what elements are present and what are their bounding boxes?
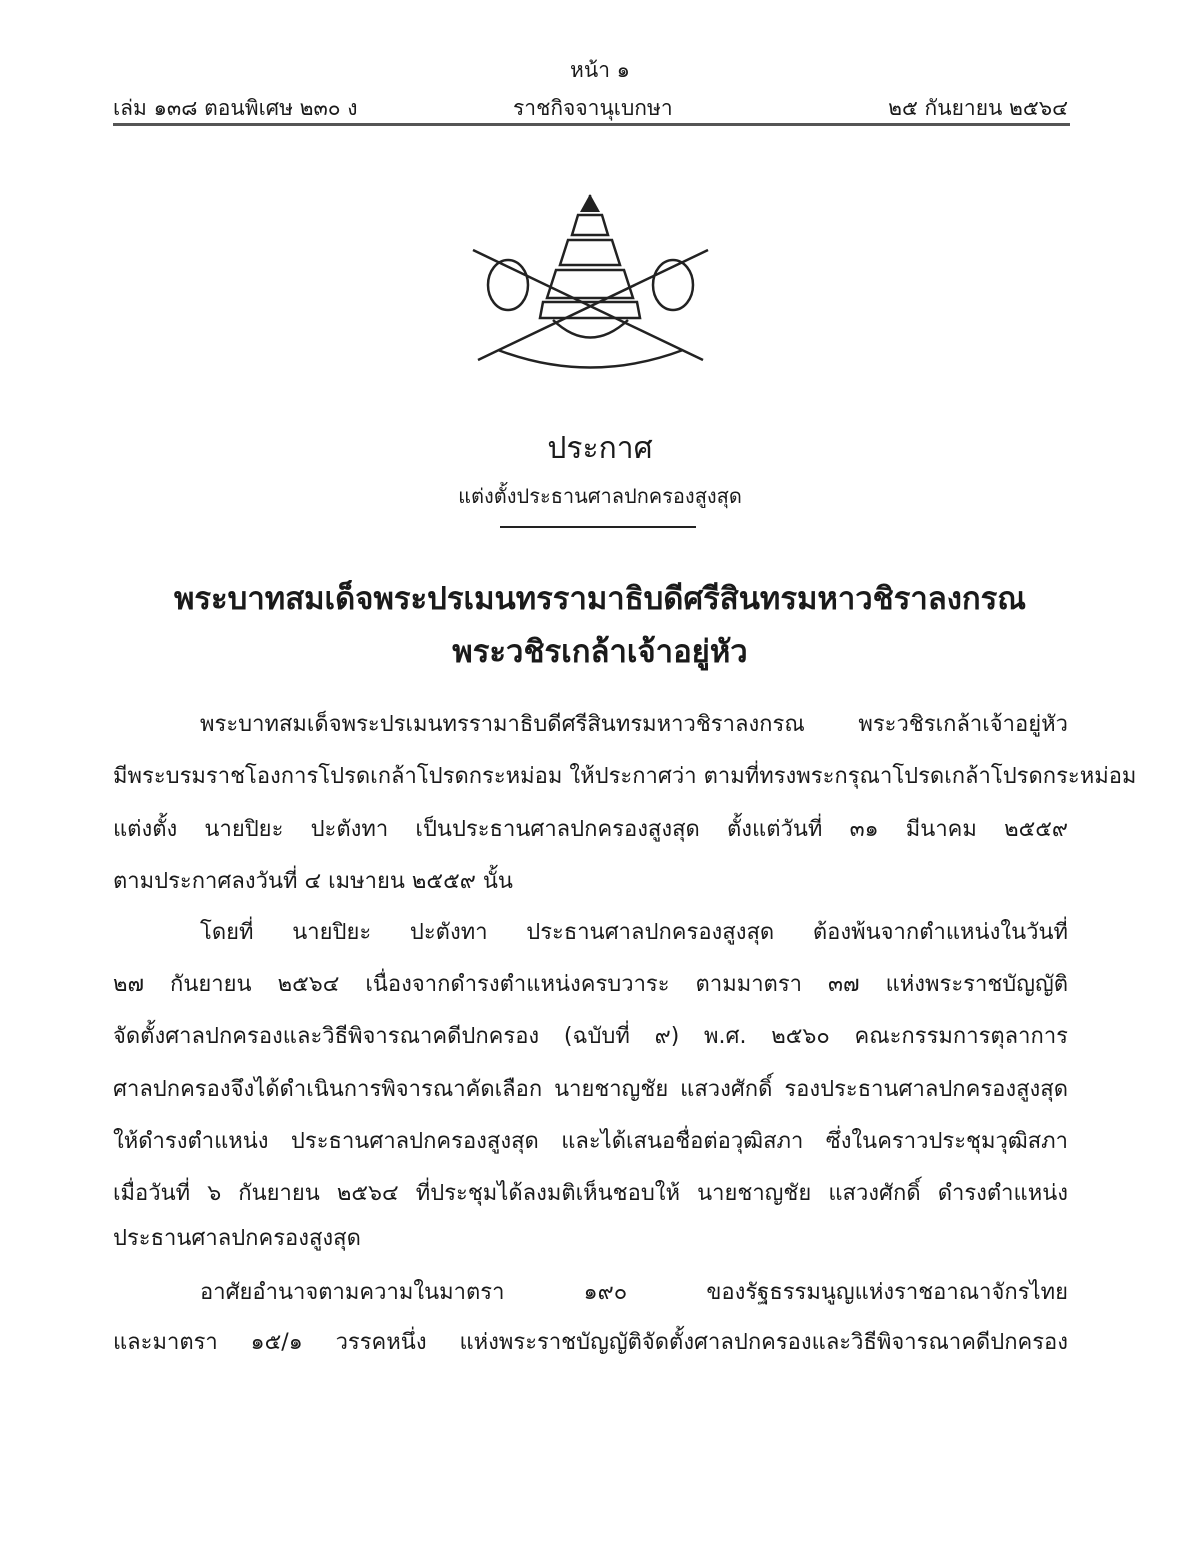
text-line: โดยที่ นายปิยะ ปะตังทา ประธานศาลปกครองสูงสุด ต้องพ้นจากตำแหน่งในวันที่ [200,920,1068,945]
text-line: อาศัยอำนาจตามความในมาตรา ๑๙๐ ของรัฐธรรมนูญแห่งราชอาณาจักรไทย [200,1280,1068,1305]
king-name-line-2: พระวชิรเกล้าเจ้าอยู่หัว [452,634,748,670]
text-line: ให้ดำรงตำแหน่ง ประธานศาลปกครองสูงสุด และได้เสนอชื่อต่อวุฒิสภา ซึ่งในคราวประชุมวุฒิสภา [113,1129,1068,1154]
text-line: ๒๗ กันยายน ๒๕๖๔ เนื่องจากดำรงตำแหน่งครบวาระ ตามมาตรา ๓๗ แห่งพระราชบัญญัติ [113,972,1068,997]
text-line: ประธานศาลปกครองสูงสุด [113,1226,361,1251]
header-rule [113,123,1070,126]
text-line: มีพระบรมราชโองการโปรดเกล้าโปรดกระหม่อม ให้ประกาศว่า ตามที่ทรงพระกรุณาโปรดเกล้าโปรดกระหม่อม [113,764,1137,789]
text-line: พระบาทสมเด็จพระปรเมนทรรามาธิบดีศรีสินทรมหาวชิราลงกรณ พระวชิรเกล้าเจ้าอยู่หัว [200,712,1068,737]
text-line: ตามประกาศลงวันที่ ๔ เมษายน ๒๕๕๙ นั้น [113,869,513,894]
garuda-emblem-icon [468,190,713,380]
announcement-subtitle: แต่งตั้งประธานศาลปกครองสูงสุด [458,484,742,508]
publication-name: ราชกิจจานุเบกษา [513,96,673,120]
text-line: เมื่อวันที่ ๖ กันยายน ๒๕๖๔ ที่ประชุมได้ลงมติเห็นชอบให้ นายชาญชัย แสวงศักดิ์ ดำรงตำแหน่ง [113,1181,1068,1206]
page-number: หน้า ๑ [570,58,630,82]
publication-date: ๒๕ กันยายน ๒๕๖๔ [888,96,1068,120]
text-line: แต่งตั้ง นายปิยะ ปะตังทา เป็นประธานศาลปกครองสูงสุด ตั้งแต่วันที่ ๓๑ มีนาคม ๒๕๕๙ [113,817,1068,842]
text-line: จัดตั้งศาลปกครองและวิธีพิจารณาคดีปกครอง (ฉบับที่ ๙) พ.ศ. ๒๕๖๐ คณะกรรมการตุลาการ [113,1024,1068,1049]
text-line: และมาตรา ๑๕/๑ วรรคหนึ่ง แห่งพระราชบัญญัติจัดตั้งศาลปกครองและวิธีพิจารณาคดีปกครอง [113,1330,1068,1355]
king-name-line-1: พระบาทสมเด็จพระปรเมนทรรามาธิบดีศรีสินทรมหาวชิราลงกรณ [173,581,1027,617]
title-rule [500,526,696,528]
text-line: ศาลปกครองจึงได้ดำเนินการพิจารณาคัดเลือก นายชาญชัย แสวงศักดิ์ รองประธานศาลปกครองสูงสุด [113,1077,1068,1102]
volume-info: เล่ม ๑๓๘ ตอนพิเศษ ๒๓๐ ง [113,96,358,120]
announcement-title: ประกาศ [547,431,653,466]
